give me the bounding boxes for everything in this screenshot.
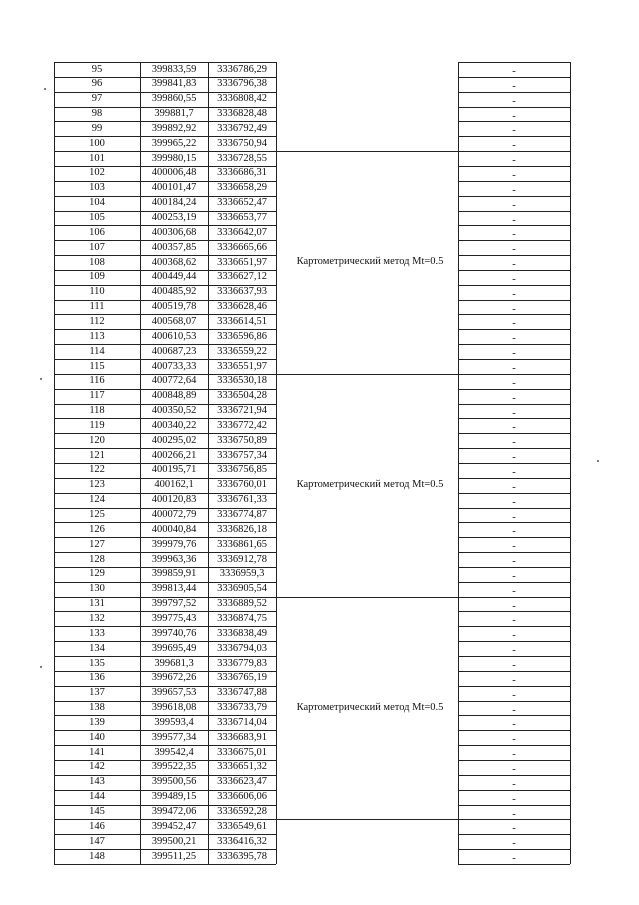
dash-cell: - <box>512 556 516 568</box>
point-number: 99 <box>91 122 103 134</box>
dash-cell: - <box>512 184 516 196</box>
x-coordinate: 400040,84 <box>151 523 197 535</box>
y-coordinate: 3336651,97 <box>217 256 267 268</box>
y-coordinate: 3336786,29 <box>217 63 267 75</box>
y-coordinate: 3336774,87 <box>217 509 267 520</box>
dash-cell: - <box>512 244 516 256</box>
x-coordinate: 399577,34 <box>151 731 197 743</box>
point-number: 140 <box>89 731 105 743</box>
x-coordinate: 399489,15 <box>151 791 197 803</box>
x-coordinate: 399500,21 <box>151 835 197 847</box>
x-coordinate: 400184,24 <box>151 197 197 209</box>
dash-cell: - <box>512 288 516 300</box>
x-coordinate: 399593,4 <box>154 716 194 728</box>
dash-cell: - <box>512 169 516 181</box>
y-coordinate: 3336721,94 <box>217 405 267 417</box>
x-coordinate: 399542,4 <box>154 746 194 758</box>
y-coordinate: 3336530,18 <box>217 375 267 387</box>
point-number: 133 <box>89 627 105 639</box>
x-coordinate: 399618,08 <box>151 702 197 714</box>
x-coordinate: 399522,35 <box>151 761 197 773</box>
y-coordinate: 3336395,78 <box>217 850 267 862</box>
x-coordinate: 400357,85 <box>151 241 197 253</box>
point-number: 144 <box>89 791 105 803</box>
x-coordinate: 399452,47 <box>151 820 197 832</box>
y-coordinate: 3336623,47 <box>217 776 267 788</box>
point-number: 131 <box>89 598 105 610</box>
x-coordinate: 399500,56 <box>151 776 197 788</box>
y-coordinate: 3336750,94 <box>217 137 267 149</box>
dash-cell: - <box>512 214 516 226</box>
dash-cell: - <box>512 66 516 77</box>
y-coordinate: 3336642,07 <box>217 226 267 238</box>
point-number: 124 <box>89 494 105 506</box>
dash-cell: - <box>512 303 516 315</box>
point-number: 96 <box>91 78 103 90</box>
x-coordinate: 399965,22 <box>151 137 197 149</box>
point-number: 137 <box>89 687 105 699</box>
point-number: 126 <box>89 523 105 535</box>
dash-cell: - <box>512 452 516 464</box>
y-coordinate: 3336596,86 <box>217 330 267 342</box>
x-coordinate: 399833,59 <box>151 63 197 75</box>
point-number: 106 <box>89 226 105 238</box>
x-coordinate: 399511,25 <box>151 850 197 862</box>
y-coordinate: 3336808,42 <box>217 93 267 105</box>
point-number: 104 <box>89 197 105 209</box>
y-coordinate: 3336627,12 <box>217 271 267 283</box>
y-coordinate: 3336794,03 <box>217 642 267 654</box>
dash-cell: - <box>512 719 516 731</box>
point-number: 127 <box>89 538 105 550</box>
y-coordinate: 3336416,32 <box>217 835 267 847</box>
point-number: 146 <box>89 820 105 832</box>
y-coordinate: 3336675,01 <box>217 746 267 758</box>
y-coordinate: 3336658,29 <box>217 182 267 194</box>
y-coordinate: 3336653,77 <box>217 212 267 223</box>
dash-cell: - <box>512 80 516 92</box>
y-coordinate: 3336651,32 <box>217 761 267 773</box>
method-label: Картометрический метод Mt=0.5 <box>296 701 444 713</box>
x-coordinate: 400687,23 <box>151 345 197 357</box>
y-coordinate: 3336728,55 <box>217 152 267 164</box>
y-coordinate: 3336905,54 <box>217 583 267 595</box>
y-coordinate: 3336714,04 <box>217 716 267 728</box>
point-number: 128 <box>89 553 105 565</box>
point-number: 118 <box>89 405 105 417</box>
x-coordinate: 399657,53 <box>151 687 197 699</box>
point-number: 139 <box>89 716 105 728</box>
point-number: 130 <box>89 583 105 595</box>
dash-cell: - <box>512 689 516 701</box>
dash-cell: - <box>512 808 516 820</box>
method-group-border <box>276 151 459 152</box>
point-number: 100 <box>89 137 105 149</box>
dash-row-border <box>458 62 570 63</box>
point-number: 109 <box>89 271 105 283</box>
point-number: 142 <box>89 761 105 773</box>
dash-cell: - <box>512 199 516 211</box>
point-number: 113 <box>89 330 105 342</box>
scan-speck <box>44 88 46 90</box>
y-coordinate: 3336760,01 <box>217 479 267 491</box>
x-coordinate: 400340,22 <box>151 419 197 431</box>
dash-cell: - <box>512 348 516 360</box>
y-coordinate: 3336765,19 <box>217 672 267 684</box>
point-number: 107 <box>89 241 105 253</box>
dash-cell: - <box>512 630 516 642</box>
x-coordinate: 399881,7 <box>154 108 194 120</box>
point-number: 112 <box>89 315 105 327</box>
y-coordinate: 3336551,97 <box>217 360 267 372</box>
y-coordinate: 3336889,52 <box>217 598 267 610</box>
method-label: Картометрический метод Mt=0.5 <box>296 256 444 268</box>
y-coordinate: 3336592,28 <box>217 806 267 817</box>
point-number: 132 <box>89 612 105 624</box>
y-coordinate: 3336792,49 <box>217 122 267 134</box>
dash-cell: - <box>512 407 516 419</box>
method-group-border <box>276 819 459 820</box>
y-coordinate: 3336652,47 <box>217 197 267 209</box>
method-label: Картометрический метод Mt=0.5 <box>296 478 444 490</box>
x-coordinate: 399980,15 <box>151 152 197 164</box>
table-column-border <box>276 62 277 864</box>
point-number: 119 <box>89 419 105 431</box>
scan-speck <box>597 460 599 462</box>
dash-cell: - <box>512 422 516 434</box>
dash-cell: - <box>512 229 516 241</box>
dash-cell: - <box>512 793 516 805</box>
y-coordinate: 3336637,93 <box>217 286 267 298</box>
y-coordinate: 3336779,83 <box>217 657 267 669</box>
point-number: 145 <box>89 806 105 817</box>
dash-cell: - <box>512 526 516 538</box>
dash-cell: - <box>512 660 516 671</box>
y-coordinate: 3336796,38 <box>217 78 267 90</box>
dash-cell: - <box>512 155 516 167</box>
point-number: 101 <box>89 152 105 164</box>
x-coordinate: 400449,44 <box>151 271 197 283</box>
x-coordinate: 399841,83 <box>151 78 197 90</box>
point-number: 108 <box>89 256 105 268</box>
dash-cell: - <box>512 437 516 449</box>
point-number: 116 <box>89 375 105 387</box>
dash-cell: - <box>512 838 516 850</box>
y-coordinate: 3336874,75 <box>217 612 267 624</box>
y-coordinate: 3336861,65 <box>217 538 267 550</box>
point-number: 122 <box>89 464 105 476</box>
dash-cell: - <box>512 125 516 137</box>
y-coordinate: 3336750,89 <box>217 434 267 446</box>
y-coordinate: 3336559,22 <box>217 345 267 357</box>
dash-cell: - <box>512 645 516 657</box>
dash-cell: - <box>512 496 516 508</box>
dash-cell: - <box>512 363 516 374</box>
point-number: 95 <box>91 63 103 75</box>
x-coordinate: 399859,91 <box>151 568 197 580</box>
y-coordinate: 3336733,79 <box>217 702 267 714</box>
x-coordinate: 399813,44 <box>151 583 197 595</box>
dash-cell: - <box>512 615 516 627</box>
y-coordinate: 3336756,85 <box>217 464 267 476</box>
x-coordinate: 400295,02 <box>151 434 197 446</box>
dash-cell: - <box>512 749 516 761</box>
dash-cell: - <box>512 763 516 775</box>
point-number: 120 <box>89 434 105 446</box>
x-coordinate: 399892,92 <box>151 122 197 134</box>
x-coordinate: 399672,26 <box>151 672 197 684</box>
point-number: 110 <box>89 286 105 298</box>
point-number: 141 <box>89 746 105 758</box>
method-group-border <box>276 597 459 598</box>
point-number: 115 <box>89 360 105 372</box>
point-number: 121 <box>89 449 105 461</box>
y-coordinate: 3336761,33 <box>217 494 267 506</box>
point-number: 148 <box>89 850 105 862</box>
y-coordinate: 3336912,78 <box>217 553 267 565</box>
y-coordinate: 3336549,61 <box>217 820 267 832</box>
x-coordinate: 400306,68 <box>151 226 197 238</box>
dash-table-border <box>570 62 571 864</box>
x-coordinate: 400101,47 <box>151 182 197 194</box>
point-number: 129 <box>89 568 105 580</box>
dash-cell: - <box>512 704 516 716</box>
x-coordinate: 400253,19 <box>151 212 197 223</box>
point-number: 98 <box>91 108 103 120</box>
x-coordinate: 400519,78 <box>151 301 197 313</box>
point-number: 123 <box>89 479 105 491</box>
dash-cell: - <box>512 585 516 597</box>
point-number: 97 <box>91 93 103 105</box>
x-coordinate: 399740,76 <box>151 627 197 639</box>
dash-cell: - <box>512 273 516 285</box>
x-coordinate: 400072,79 <box>151 509 197 520</box>
dash-cell: - <box>512 734 516 746</box>
x-coordinate: 399979,76 <box>151 538 197 550</box>
x-coordinate: 399695,49 <box>151 642 197 654</box>
y-coordinate: 3336614,51 <box>217 315 267 327</box>
point-number: 103 <box>89 182 105 194</box>
dash-cell: - <box>512 541 516 553</box>
dash-cell: - <box>512 511 516 523</box>
x-coordinate: 399797,52 <box>151 598 197 610</box>
x-coordinate: 400485,92 <box>151 286 197 298</box>
point-number: 114 <box>89 345 105 357</box>
x-coordinate: 400266,21 <box>151 449 197 461</box>
y-coordinate: 3336757,34 <box>217 449 267 461</box>
x-coordinate: 399860,55 <box>151 93 197 105</box>
point-number: 138 <box>89 702 105 714</box>
dash-cell: - <box>512 95 516 107</box>
x-coordinate: 400006,48 <box>151 167 197 179</box>
point-number: 102 <box>89 167 105 179</box>
dash-cell: - <box>512 600 516 612</box>
y-coordinate: 3336828,48 <box>217 108 267 120</box>
dash-cell: - <box>512 853 516 865</box>
dash-cell: - <box>512 259 516 271</box>
point-number: 136 <box>89 672 105 684</box>
point-number: 105 <box>89 212 105 223</box>
point-number: 125 <box>89 509 105 520</box>
y-coordinate: 3336747,88 <box>217 687 267 699</box>
x-coordinate: 399681,3 <box>154 657 194 669</box>
x-coordinate: 400733,33 <box>151 360 197 372</box>
y-coordinate: 3336606,06 <box>217 791 267 803</box>
table-row-border <box>54 864 276 865</box>
x-coordinate: 400848,89 <box>151 390 197 402</box>
point-number: 135 <box>89 657 105 669</box>
y-coordinate: 3336628,46 <box>217 301 267 313</box>
dash-cell: - <box>512 570 516 582</box>
y-coordinate: 3336772,42 <box>217 419 267 431</box>
x-coordinate: 399472,06 <box>151 806 197 817</box>
point-number: 147 <box>89 835 105 847</box>
x-coordinate: 400120,83 <box>151 494 197 506</box>
dash-cell: - <box>512 377 516 389</box>
y-coordinate: 3336686,31 <box>217 167 267 179</box>
dash-cell: - <box>512 674 516 686</box>
y-coordinate: 3336838,49 <box>217 627 267 639</box>
dash-cell: - <box>512 778 516 790</box>
x-coordinate: 400350,52 <box>151 405 197 417</box>
x-coordinate: 400568,07 <box>151 315 197 327</box>
dash-cell: - <box>512 110 516 122</box>
dash-cell: - <box>512 466 516 478</box>
point-number: 143 <box>89 776 105 788</box>
dash-cell: - <box>512 481 516 493</box>
y-coordinate: 3336683,91 <box>217 731 267 743</box>
dash-cell: - <box>512 318 516 330</box>
scan-speck <box>40 666 42 668</box>
dash-cell: - <box>512 823 516 835</box>
point-number: 134 <box>89 642 105 654</box>
x-coordinate: 400610,53 <box>151 330 197 342</box>
dash-cell: - <box>512 140 516 152</box>
x-coordinate: 399775,43 <box>151 612 197 624</box>
y-coordinate: 3336826,18 <box>217 523 267 535</box>
y-coordinate: 3336665,66 <box>217 241 267 253</box>
x-coordinate: 399963,36 <box>151 553 197 565</box>
scan-speck <box>40 378 42 380</box>
y-coordinate: 3336504,28 <box>217 390 267 402</box>
y-coordinate: 3336959,3 <box>219 568 265 580</box>
point-number: 117 <box>89 390 105 402</box>
x-coordinate: 400772,64 <box>151 375 197 387</box>
point-number: 111 <box>89 301 105 313</box>
x-coordinate: 400162,1 <box>154 479 194 491</box>
dash-cell: - <box>512 392 516 404</box>
x-coordinate: 400195,71 <box>151 464 197 476</box>
dash-cell: - <box>512 333 516 345</box>
method-group-border <box>276 374 459 375</box>
x-coordinate: 400368,62 <box>151 256 197 268</box>
